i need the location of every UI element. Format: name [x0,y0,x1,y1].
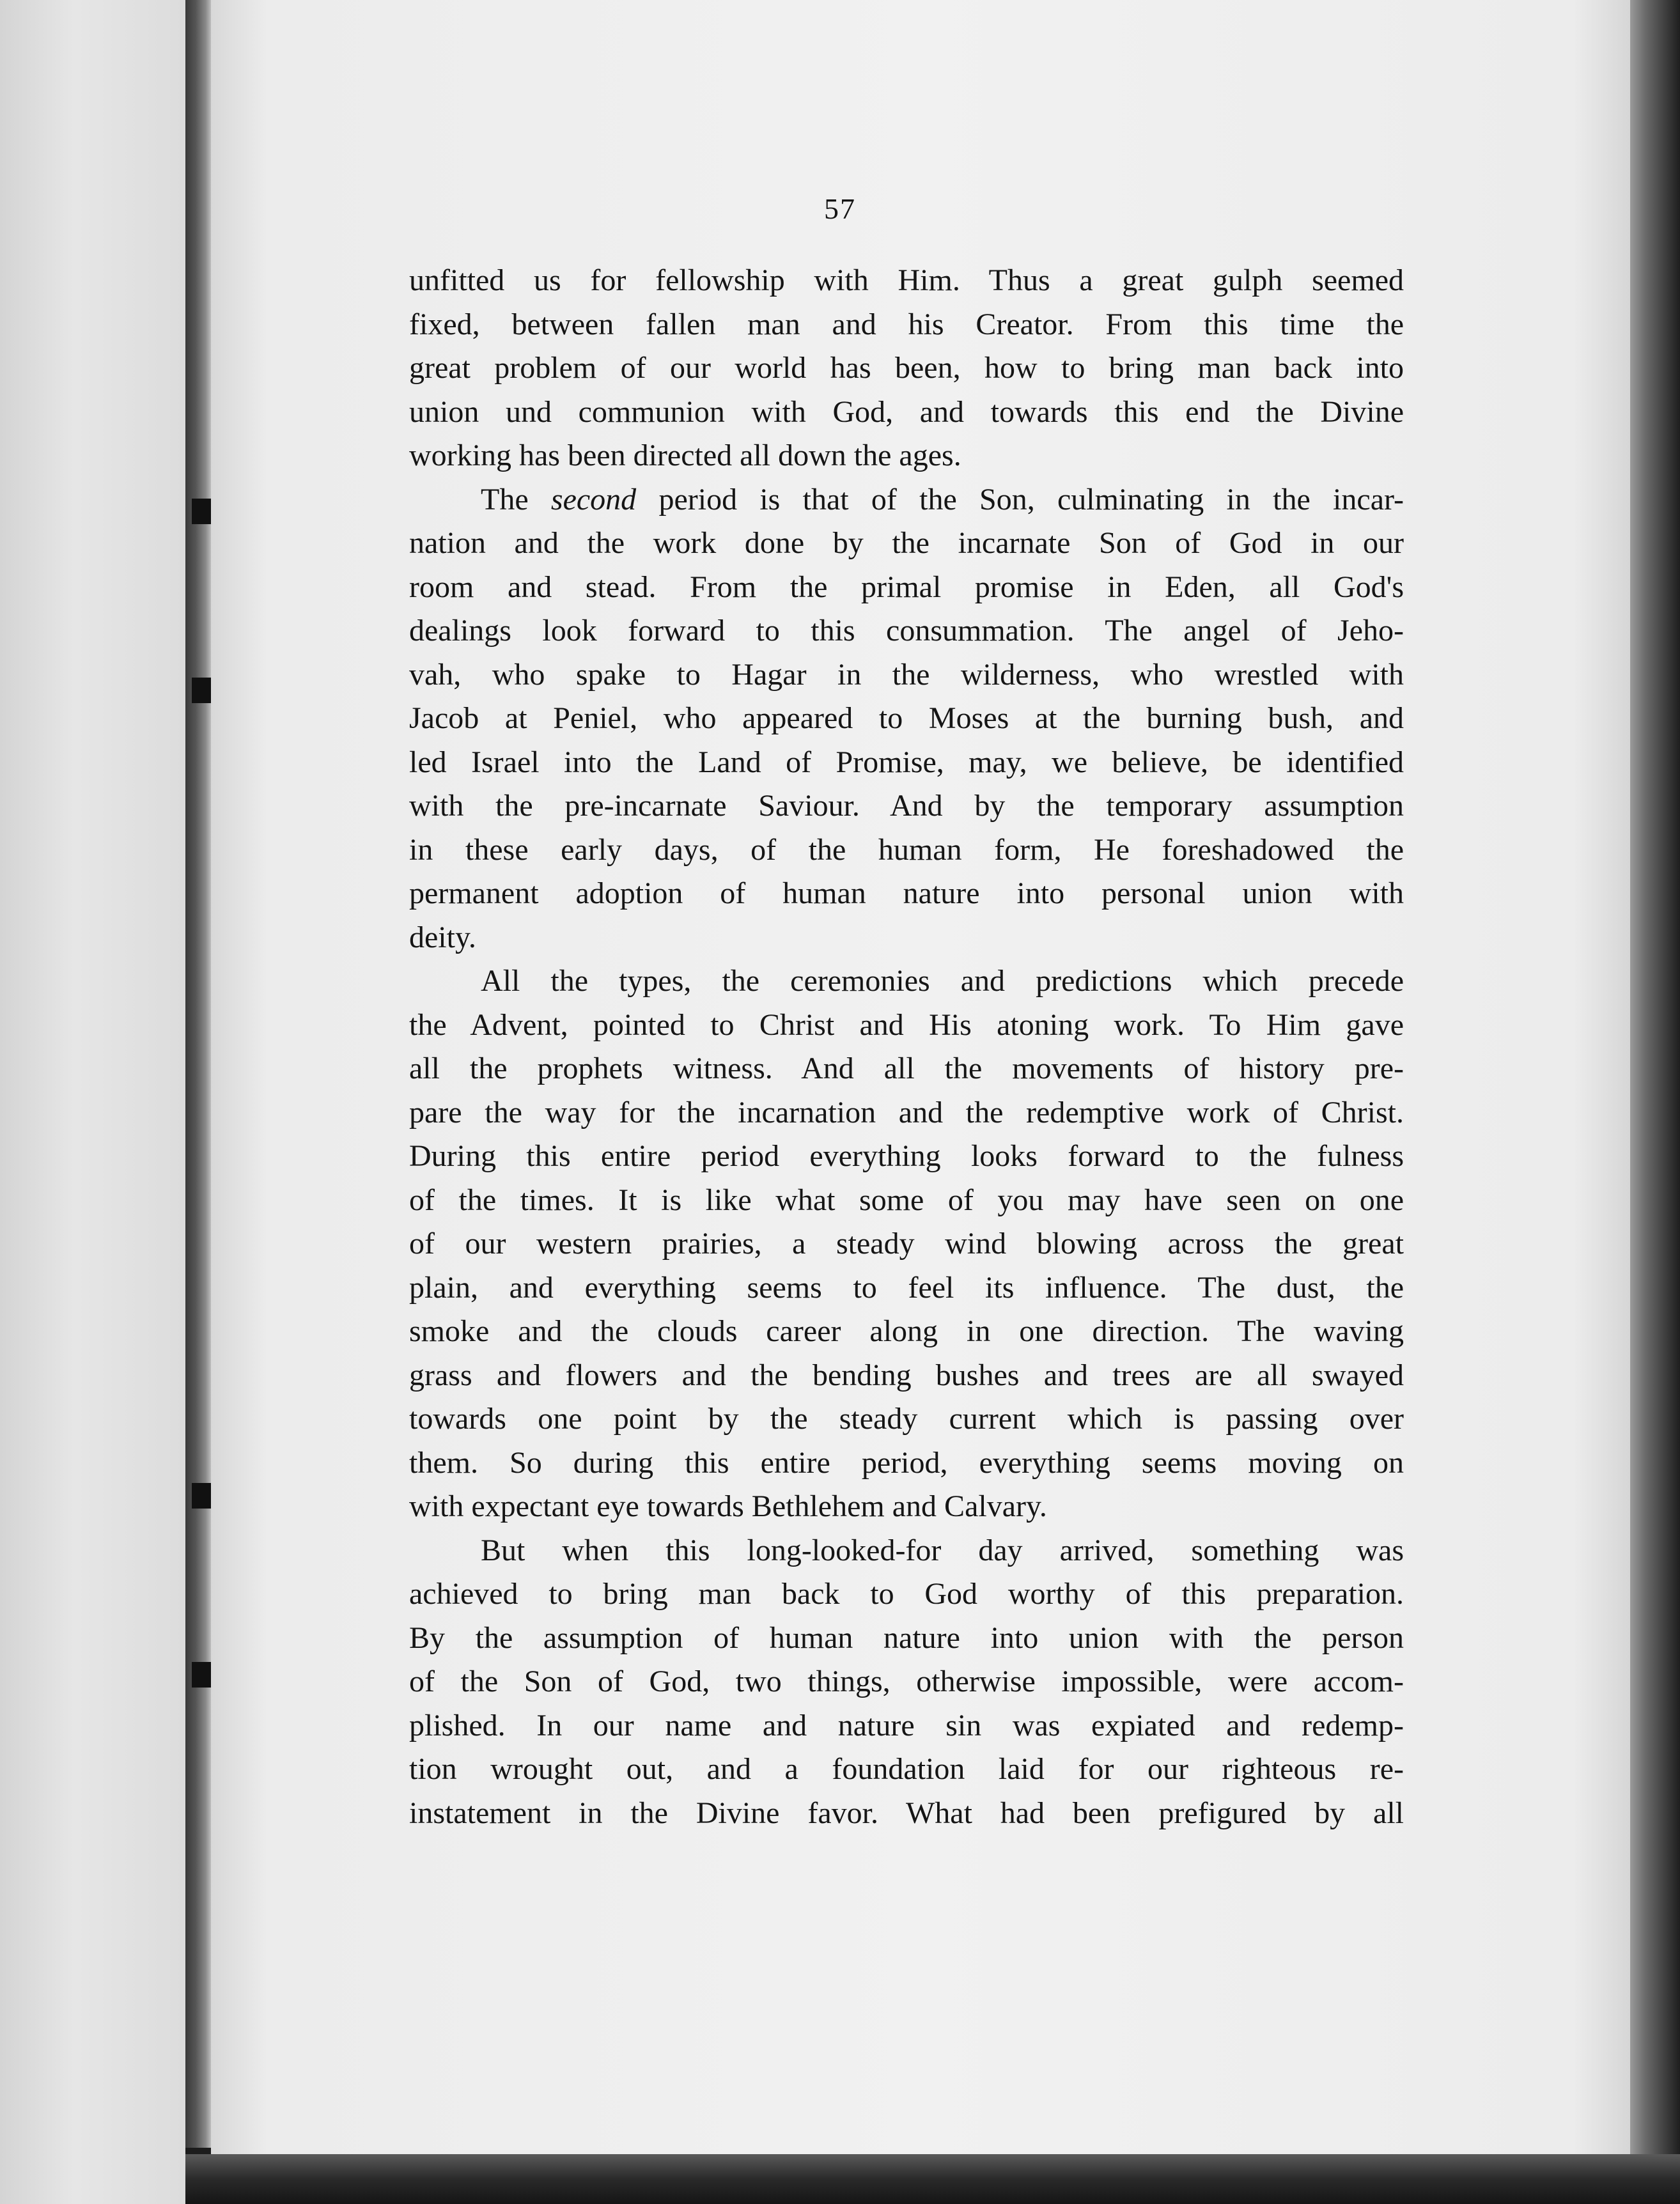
text-line: permanent adoption of human nature into personal union with [409,876,1404,910]
text-line: dealings look forward to this consummation. The angel of Jeho- [409,614,1404,648]
text-line: towards one point by the steady current which is passing over [409,1402,1404,1436]
text-line: Jacob at Peniel, who appeared to Moses at the burning bush, and [409,701,1404,735]
paragraph-first-line [409,478,1404,522]
text-line: tion wrought out, and a foundation laid for our righteous re- [409,1752,1404,1786]
text-line: of our western prairies, a steady wind blowing across the great [409,1227,1404,1261]
page-stack-edge [1630,0,1680,2204]
text-line: During this entire period everything looks forward to the fulness [409,1139,1404,1173]
binding-thread-mark [192,678,211,703]
text-line: with expectant eye towards Bethlehem and Calvary. [409,1489,1047,1523]
binding-gutter [185,0,211,2148]
text-line: them. So during this entire period, everything seems moving on [409,1445,1404,1480]
text-line: plain, and everything seems to feel its influence. The dust, the [409,1270,1404,1305]
text-line: instatement in the Divine favor. What had been prefigured by all [409,1796,1404,1830]
text-line: deity. [409,920,476,954]
body-text [409,259,1404,1835]
page-bottom-edge [185,2154,1680,2204]
facing-page-edge [0,0,185,2204]
text-line: led Israel into the Land of Promise, may, we believe, be identified [409,745,1404,779]
text-line: all the prophets witness. And all the movements of history pre- [409,1052,1404,1085]
text-line: room and stead. From the primal promise in Eden, all God's [409,570,1404,604]
text-line: of the times. It is like what some of you may have seen on one [409,1183,1404,1217]
text-line: By the assumption of human nature into union with the person [409,1620,1404,1655]
text-line: But when this long-looked-for day arrived, something was [481,1533,1404,1567]
text-line: of the Son of God, two things, otherwise impossible, were accom- [409,1665,1404,1698]
binding-thread-mark [192,499,211,524]
text-line: working has been directed all down the ages. [409,438,961,472]
text-line: plished. In our name and nature sin was expiated and redemp- [409,1708,1404,1742]
emphasized-word: second [550,482,637,516]
text-line: nation and the work done by the incarnate Son of God in our [409,526,1404,560]
text-line: vah, who spake to Hagar in the wilderness, who wrestled with [409,657,1404,692]
text-line: with the pre-incarnate Saviour. And by the temporary assumption [409,789,1404,823]
text-line: fixed, between fallen man and his Creator. From this time the [409,307,1404,341]
binding-thread-mark [192,1662,211,1688]
text-line: unfitted us for fellowship with Him. Thus a great gulph seemed [409,263,1404,297]
text-line: great problem of our world has been, how to bring man back into [409,351,1404,385]
text-line: All the types, the ceremonies and predictions which precede [481,964,1404,998]
text-line: achieved to bring man back to God worthy of this preparation. [409,1577,1404,1611]
text-line: pare the way for the incarnation and the redemptive work of Christ. [409,1095,1404,1129]
text-line: grass and flowers and the bending bushes and trees are all swayed [409,1358,1404,1392]
text-line: the Advent, pointed to Christ and His atoning work. To Him gave [409,1007,1404,1042]
text-fragment: period is that of the Son, culminating in the incar- [636,482,1404,516]
text-line: smoke and the clouds career along in one direction. The waving [409,1314,1404,1348]
text-fragment: The [481,482,551,516]
text-line: in these early days, of the human form, He foreshadowed the [409,832,1404,867]
page-number: 57 [824,192,856,225]
text-line: union und communion with God, and towards this end the Divine [409,394,1404,429]
binding-thread-mark [192,1483,211,1509]
